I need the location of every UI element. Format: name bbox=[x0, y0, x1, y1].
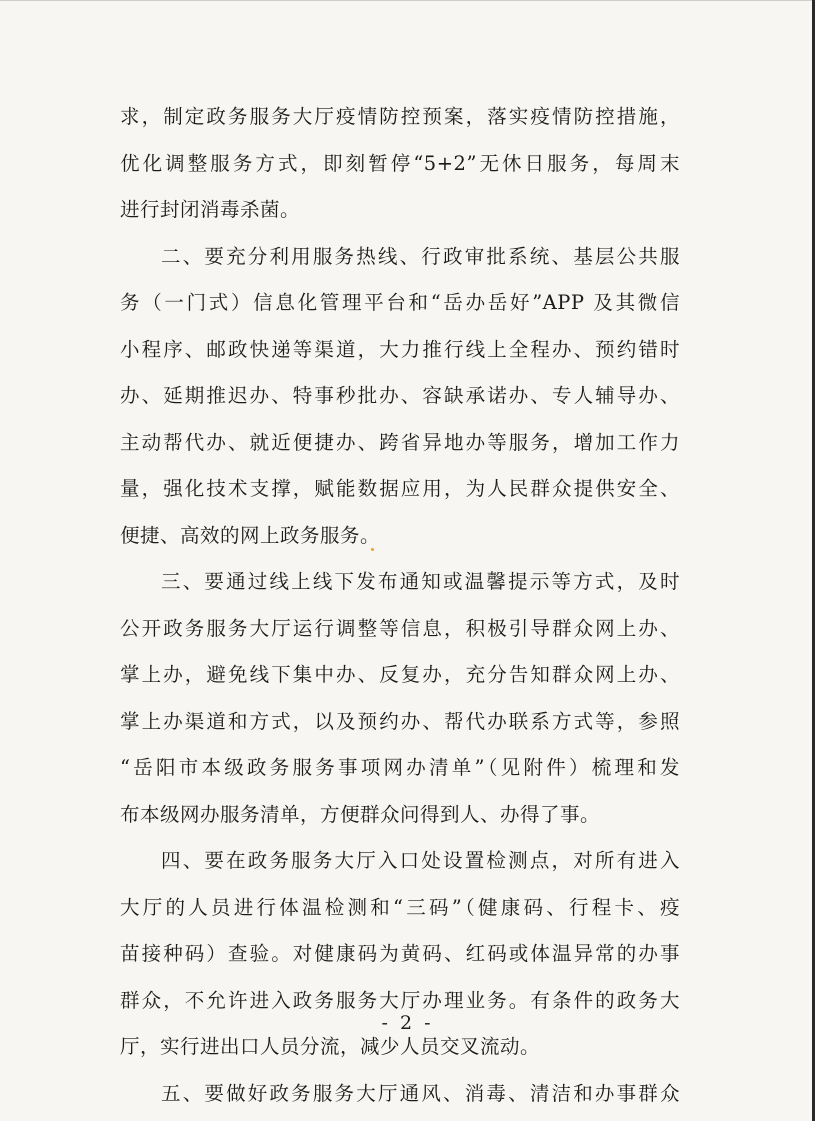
paragraph-5-start: 五、要做好政务服务大厅通风、消毒、清洁和办事群众 bbox=[161, 1081, 680, 1105]
paragraph-2-start: 二、要充分利用服务热线、行政审批系统、基层公共服 bbox=[161, 244, 680, 268]
text-line: 公开政务服务大厅运行调整等信息，积极引导群众网上办、 bbox=[120, 616, 680, 640]
page-number: - 2 - bbox=[381, 1012, 434, 1034]
text-line: 大厅的人员进行体温检测和“三码”（健康码、行程卡、疫 bbox=[120, 895, 680, 919]
text-line: 办、延期推迟办、特事秒批办、容缺承诺办、专人辅导办、 bbox=[120, 384, 680, 407]
body-text bbox=[120, 94, 680, 1117]
text-line: 进行封闭消毒杀菌。 bbox=[120, 198, 301, 221]
text-line: 小程序、邮政快递等渠道，大力推行线上全程办、预约错时 bbox=[120, 337, 680, 361]
text-line: 主动帮代办、就近便捷办、跨省异地办等服务，增加工作力 bbox=[120, 430, 680, 454]
text-line: 掌上办，避免线下集中办、反复办，充分告知群众网上办、 bbox=[120, 663, 680, 686]
text-line: 厅，实行进出口人员分流，减少人员交叉流动。 bbox=[120, 1035, 541, 1058]
paragraph-3-start: 三、要通过线上线下发布通知或温馨提示等方式，及时 bbox=[161, 570, 680, 593]
text-line: 群众，不允许进入政务服务大厅办理业务。有条件的政务大 bbox=[120, 988, 680, 1012]
paragraph-4-start: 四、要在政务服务大厅入口处设置检测点，对所有进入 bbox=[161, 849, 680, 872]
text-line: 求，制定政务服务大厅疫情防控预案，落实疫情防控措施， bbox=[120, 105, 680, 128]
text-line: 苗接种码）查验。对健康码为黄码、红码或体温异常的办事 bbox=[120, 942, 680, 965]
text-line: 布本级网办服务清单，方便群众问得到人、办得了事。 bbox=[120, 802, 601, 826]
text-line: 优化调整服务方式，即刻暂停“5+2”无休日服务，每周末 bbox=[120, 151, 680, 175]
text-line: 务（一门式）信息化管理平台和“岳办岳好”APP 及其微信 bbox=[120, 291, 680, 314]
text-line: 掌上办渠道和方式，以及预约办、帮代办联系方式等，参照 bbox=[120, 709, 680, 733]
scan-edge-top bbox=[0, 0, 815, 1]
text-line: 量，强化技术支撑，赋能数据应用，为人民群众提供安全、 bbox=[120, 477, 680, 500]
text-line: “岳阳市本级政务服务事项网办清单”（见附件）梳理和发 bbox=[120, 756, 680, 779]
ink-speck bbox=[371, 548, 374, 551]
text-line: 便捷、高效的网上政务服务。 bbox=[120, 523, 381, 547]
